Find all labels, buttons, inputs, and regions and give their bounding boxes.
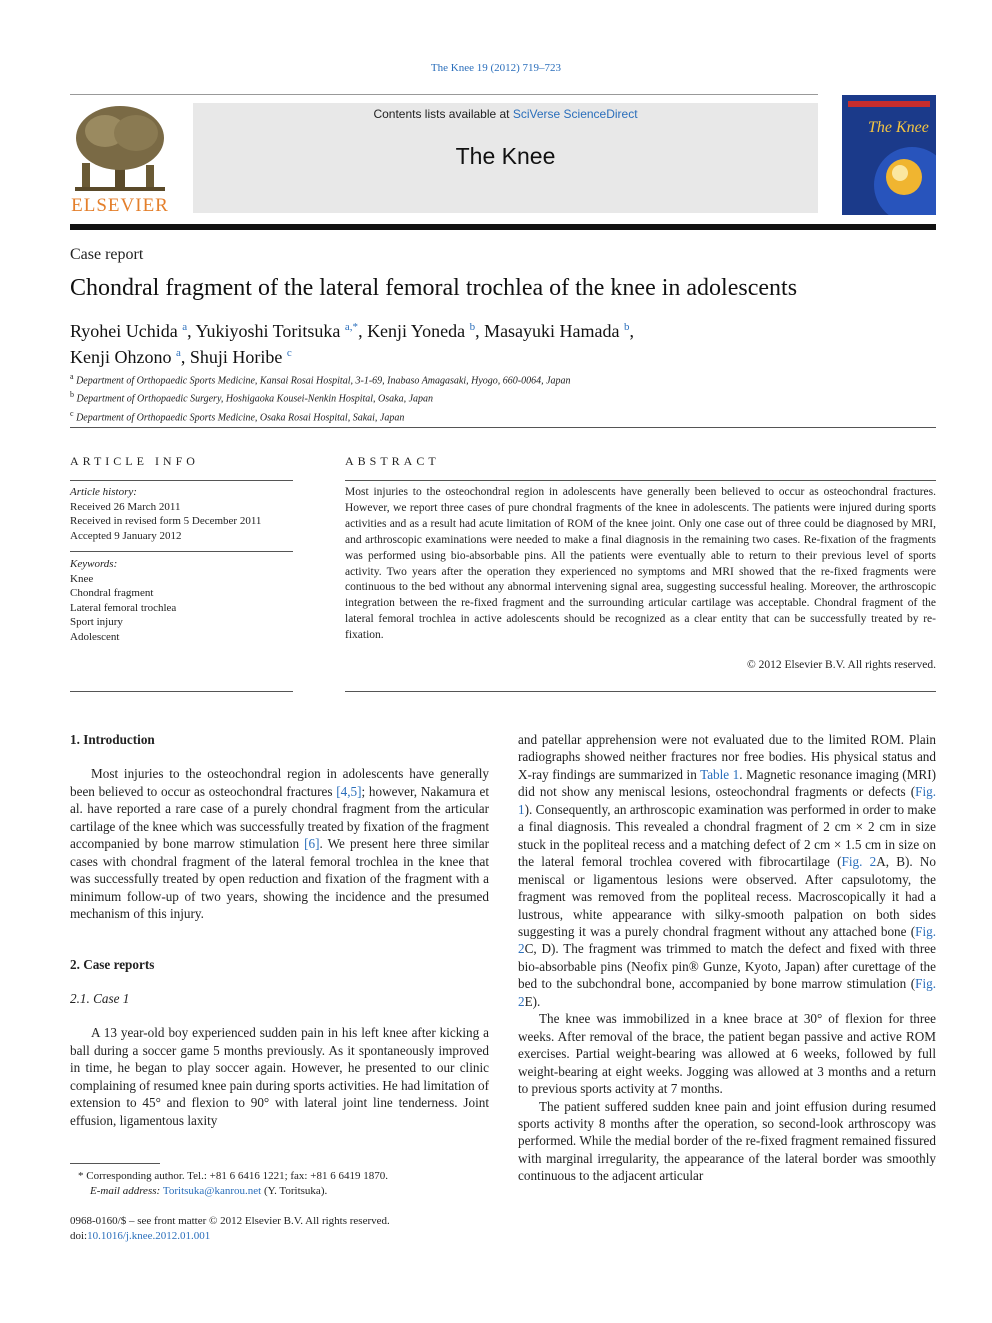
cover-title: The Knee bbox=[868, 119, 929, 136]
figure-link[interactable]: Fig. 2 bbox=[518, 976, 936, 1009]
history-revised: Received in revised form 5 December 2011 bbox=[70, 515, 262, 527]
keyword-item: Knee bbox=[70, 572, 94, 585]
affiliation-item bbox=[70, 388, 936, 406]
affiliation-text: Department of Orthopaedic Sports Medicine, Osaka Rosai Hospital, Sakai, Japan bbox=[76, 411, 405, 423]
author-affiliation-marker[interactable]: b bbox=[469, 321, 476, 333]
author-name: Ryohei Uchida bbox=[70, 321, 178, 341]
body-text: E). bbox=[524, 993, 541, 1009]
intro-text: . We present here three similar cases with chondral fragment of the lateral femoral trochlea in the knee that was successfully treated by open reduction and fixation of the fragment with a minimum follow-up of two years, showing the incidence and the presumed mechanism of this injury. bbox=[70, 836, 489, 922]
article-info-heading: ARTICLE INFO bbox=[70, 454, 199, 468]
body-left-column bbox=[70, 731, 489, 1129]
article-title: Chondral fragment of the lateral femoral trochlea of the knee in adolescents bbox=[70, 275, 798, 301]
footnote-marker: * bbox=[78, 1170, 87, 1182]
keywords-label: Keywords: bbox=[70, 558, 118, 570]
author-separator: , bbox=[358, 321, 368, 341]
body-right-column bbox=[518, 731, 936, 1185]
figure-link[interactable]: Fig. 1 bbox=[518, 784, 936, 817]
table-link[interactable]: Table 1 bbox=[700, 766, 740, 782]
abstract-text: Most injuries to the osteochondral region in adolescents have generally been believed to occur as osteochondral fractures. However, we report three cases of pure chondral fragments of the knee in adolescents. The patients were injured during sports activities and as a result had acute limitation of ROM of the knee joint. Only one case out of three could be diagnosed by MRI, and arthroscopic examinations were needed to make a final diagnosis in the remaining two cases. Re-fixation of the fragments was performed using bio-absorbable pins. All the patients were eventually able to return to their previous level of sports activity. Two years after the operation they experienced no symptoms and MRI showed that the re-fixed fragments were continuous to the bed without any abnormal intervening signal area, suggesting successful healing. Moreover, the arthroscopic integration between the re-fixed fragment and the surrounding articular cartilage was acceptable. Chondral fragment of the lateral femoral trochlea in active adolescents should be recognized as a clear entity that can be successfully treated by re-fixation. bbox=[345, 486, 936, 642]
elsevier-tree-icon bbox=[70, 103, 170, 195]
contents-prefix: Contents lists available at bbox=[373, 107, 513, 121]
affiliation-rule bbox=[70, 427, 936, 428]
article-type: Case report bbox=[70, 246, 144, 263]
abstract-rule bbox=[345, 691, 936, 692]
author-affiliation-marker[interactable]: c bbox=[286, 347, 292, 359]
doi-link[interactable]: 10.1016/j.knee.2012.01.001 bbox=[87, 1229, 211, 1242]
affiliation-text: Department of Orthopaedic Sports Medicine, Kansai Rosai Hospital, 3-1-69, Inabaso Amagasaki, Hyogo, 660-0064, Japan bbox=[76, 375, 571, 387]
affiliation-label: c bbox=[70, 408, 74, 418]
author-separator: , bbox=[475, 321, 485, 341]
body-text: ). Consequently, an arthroscopic examination was performed in order to make a final diagnosis. This revealed a chondral fragment of 2 cm × 2 cm in size stuck in the popliteal recess and a matching defect of 2 cm × 1.5 cm in size on the lateral femoral trochlea covered with fibrocartilage ( bbox=[518, 801, 936, 870]
body-text: . Magnetic resonance imaging (MRI) did not show any meniscal lesions, osteochondral fragments or defects ( bbox=[518, 766, 936, 800]
abstract-heading: ABSTRACT bbox=[345, 454, 440, 468]
header-top-rule bbox=[70, 94, 818, 95]
author-separator: , bbox=[180, 347, 190, 367]
case1-continued-paragraph bbox=[518, 731, 936, 1010]
affiliation-list bbox=[70, 370, 936, 425]
sciencedirect-link[interactable]: SciVerse ScienceDirect bbox=[512, 107, 638, 121]
case1-second-look-paragraph: The patient suffered sudden knee pain and joint effusion during resumed sports activity 8 months after the operation, so second-look arthroscopy was performed. While the medial border of the re-fixed fragment remained fissured with marginal irregularity, the appearance of the lateral border was smoothly continuous to the adjacent articular bbox=[518, 1098, 936, 1184]
issn-line: 0968-0160/$ – see front matter © 2012 Elsevier B.V. All rights reserved. bbox=[70, 1215, 390, 1227]
keyword-item: Sport injury bbox=[70, 616, 123, 628]
affiliation-label: a bbox=[70, 372, 74, 381]
figure-link[interactable]: Fig. 2 bbox=[841, 854, 877, 870]
article-info-rule bbox=[70, 691, 293, 692]
author-affiliation-marker[interactable]: b bbox=[624, 321, 630, 333]
author-list bbox=[70, 316, 770, 368]
abstract-rule bbox=[345, 480, 936, 481]
journal-title: The Knee bbox=[455, 143, 556, 169]
keyword-list bbox=[70, 557, 293, 644]
body-text: and patellar apprehension were not evaluated due to the limited ROM. Plain radiographs showed neither fractures nor free bodies. His physical status and X-ray findings are summarized in bbox=[518, 732, 936, 782]
section-heading-case-reports: 2. Case reports bbox=[70, 956, 155, 972]
keyword-item: Chondral fragment bbox=[70, 587, 154, 599]
author-name: Masayuki Hamada bbox=[484, 321, 620, 341]
reference-link[interactable]: [6] bbox=[304, 836, 320, 852]
header-thick-rule bbox=[70, 224, 936, 230]
affiliation-label: b bbox=[70, 390, 74, 400]
author-name: Kenji Yoneda bbox=[367, 321, 466, 341]
case1-recovery-paragraph: The knee was immobilized in a knee brace at 30° of flexion for three weeks. After removal of the brace, the patient began passive and active ROM exercises. Partial weight-bearing was allowed at 6 weeks, followed by full weight-bearing at eight weeks. Jogging was allowed at 3 months and a return to previous sports activity at 7 months. bbox=[518, 1011, 936, 1097]
corresponding-author-footnote bbox=[70, 1169, 489, 1198]
author-affiliation-marker[interactable]: a,* bbox=[344, 321, 359, 333]
keyword-item: Adolescent bbox=[70, 630, 120, 643]
contents-availability bbox=[193, 107, 818, 121]
case1-paragraph: A 13 year-old boy experienced sudden pain in his left knee after kicking a ball during a soccer game 5 months previously. As it spontaneously improved in time, he began to play soccer again. However, he presented to our clinic complaining of resumed knee pain during sports activities. He had limitation of extension to 45° and flexion to 90° with lateral joint line tenderness. Joint effusion, ligamentous laxity bbox=[70, 1025, 489, 1128]
body-text: A, B). No meniscal or ligamentous lesions were observed. After capsulotomy, the fragment was removed from the popliteal recess. Macroscopically it had a lustrous, white appearance with silky-smooth palpation on both sides suggesting it was a purely chondral fragment without any attached bone ( bbox=[518, 854, 937, 939]
email-label: E-mail address: bbox=[90, 1184, 163, 1197]
section-heading-introduction: 1. Introduction bbox=[70, 732, 155, 747]
knee-cover-graphic-icon bbox=[842, 95, 936, 215]
figure-link[interactable]: Fig. 2 bbox=[518, 923, 936, 957]
reference-link[interactable]: [4,5] bbox=[336, 783, 362, 799]
author-name: Shuji Horibe bbox=[189, 347, 283, 367]
corresponding-author-contact: Corresponding author. Tel.: +81 6 6416 1221; fax: +81 6 6419 1870. bbox=[86, 1170, 388, 1182]
email-suffix: (Y. Toritsuka). bbox=[261, 1184, 328, 1197]
affiliation-item bbox=[70, 370, 936, 388]
author-affiliation-marker[interactable]: a bbox=[182, 321, 188, 333]
author-separator: , bbox=[629, 321, 635, 341]
author-separator: , bbox=[187, 321, 196, 341]
article-history bbox=[70, 485, 293, 543]
author-name: Kenji Ohzono bbox=[70, 347, 172, 367]
body-text: C, D). The fragment was trimmed to match the defect and fixed with three bio-absorbable pins (Neofix pin® Gunze, Kyoto, Japan) after curettage of the bed to the subchondral bone, accompanied by bone marrow stimulation ( bbox=[518, 941, 936, 992]
abstract-copyright: © 2012 Elsevier B.V. All rights reserved. bbox=[747, 659, 936, 671]
doi-label: doi: bbox=[70, 1229, 88, 1242]
article-info-rule bbox=[70, 551, 293, 552]
front-matter bbox=[70, 1214, 489, 1243]
elsevier-wordmark: ELSEVIER bbox=[71, 195, 169, 216]
author-affiliation-marker[interactable]: a bbox=[175, 347, 181, 359]
intro-text: Most injuries to the osteochondral region in adolescents have generally been believed to occur as osteochondral fractures bbox=[70, 766, 489, 799]
author-name: Yukiyoshi Toritsuka bbox=[195, 321, 341, 341]
affiliation-item bbox=[70, 407, 936, 425]
history-received: Received 26 March 2011 bbox=[70, 500, 181, 513]
intro-paragraph bbox=[70, 765, 489, 922]
history-label: Article history: bbox=[70, 486, 137, 498]
email-link[interactable]: Toritsuka@kanrou.net bbox=[162, 1184, 262, 1197]
subsection-heading-case-1: 2.1. Case 1 bbox=[70, 990, 130, 1006]
affiliation-text: Department of Orthopaedic Surgery, Hoshigaoka Kousei-Nenkin Hospital, Osaka, Japan bbox=[76, 393, 434, 405]
footnote-rule bbox=[70, 1163, 160, 1164]
keyword-item: Lateral femoral trochlea bbox=[70, 601, 177, 614]
article-info-rule bbox=[70, 480, 293, 481]
history-accepted: Accepted 9 January 2012 bbox=[70, 529, 182, 542]
intro-text: ; however, Nakamura et al. have reported a rare case of a purely chondral fragment from the articular cartilage of the knee which was successfully treated by fixation of the fragment accompanied by bone marrow stimulation bbox=[70, 783, 489, 852]
elsevier-logo bbox=[70, 103, 170, 215]
journal-reference[interactable]: The Knee 19 (2012) 719–723 bbox=[430, 62, 562, 74]
journal-cover-image bbox=[842, 95, 936, 215]
